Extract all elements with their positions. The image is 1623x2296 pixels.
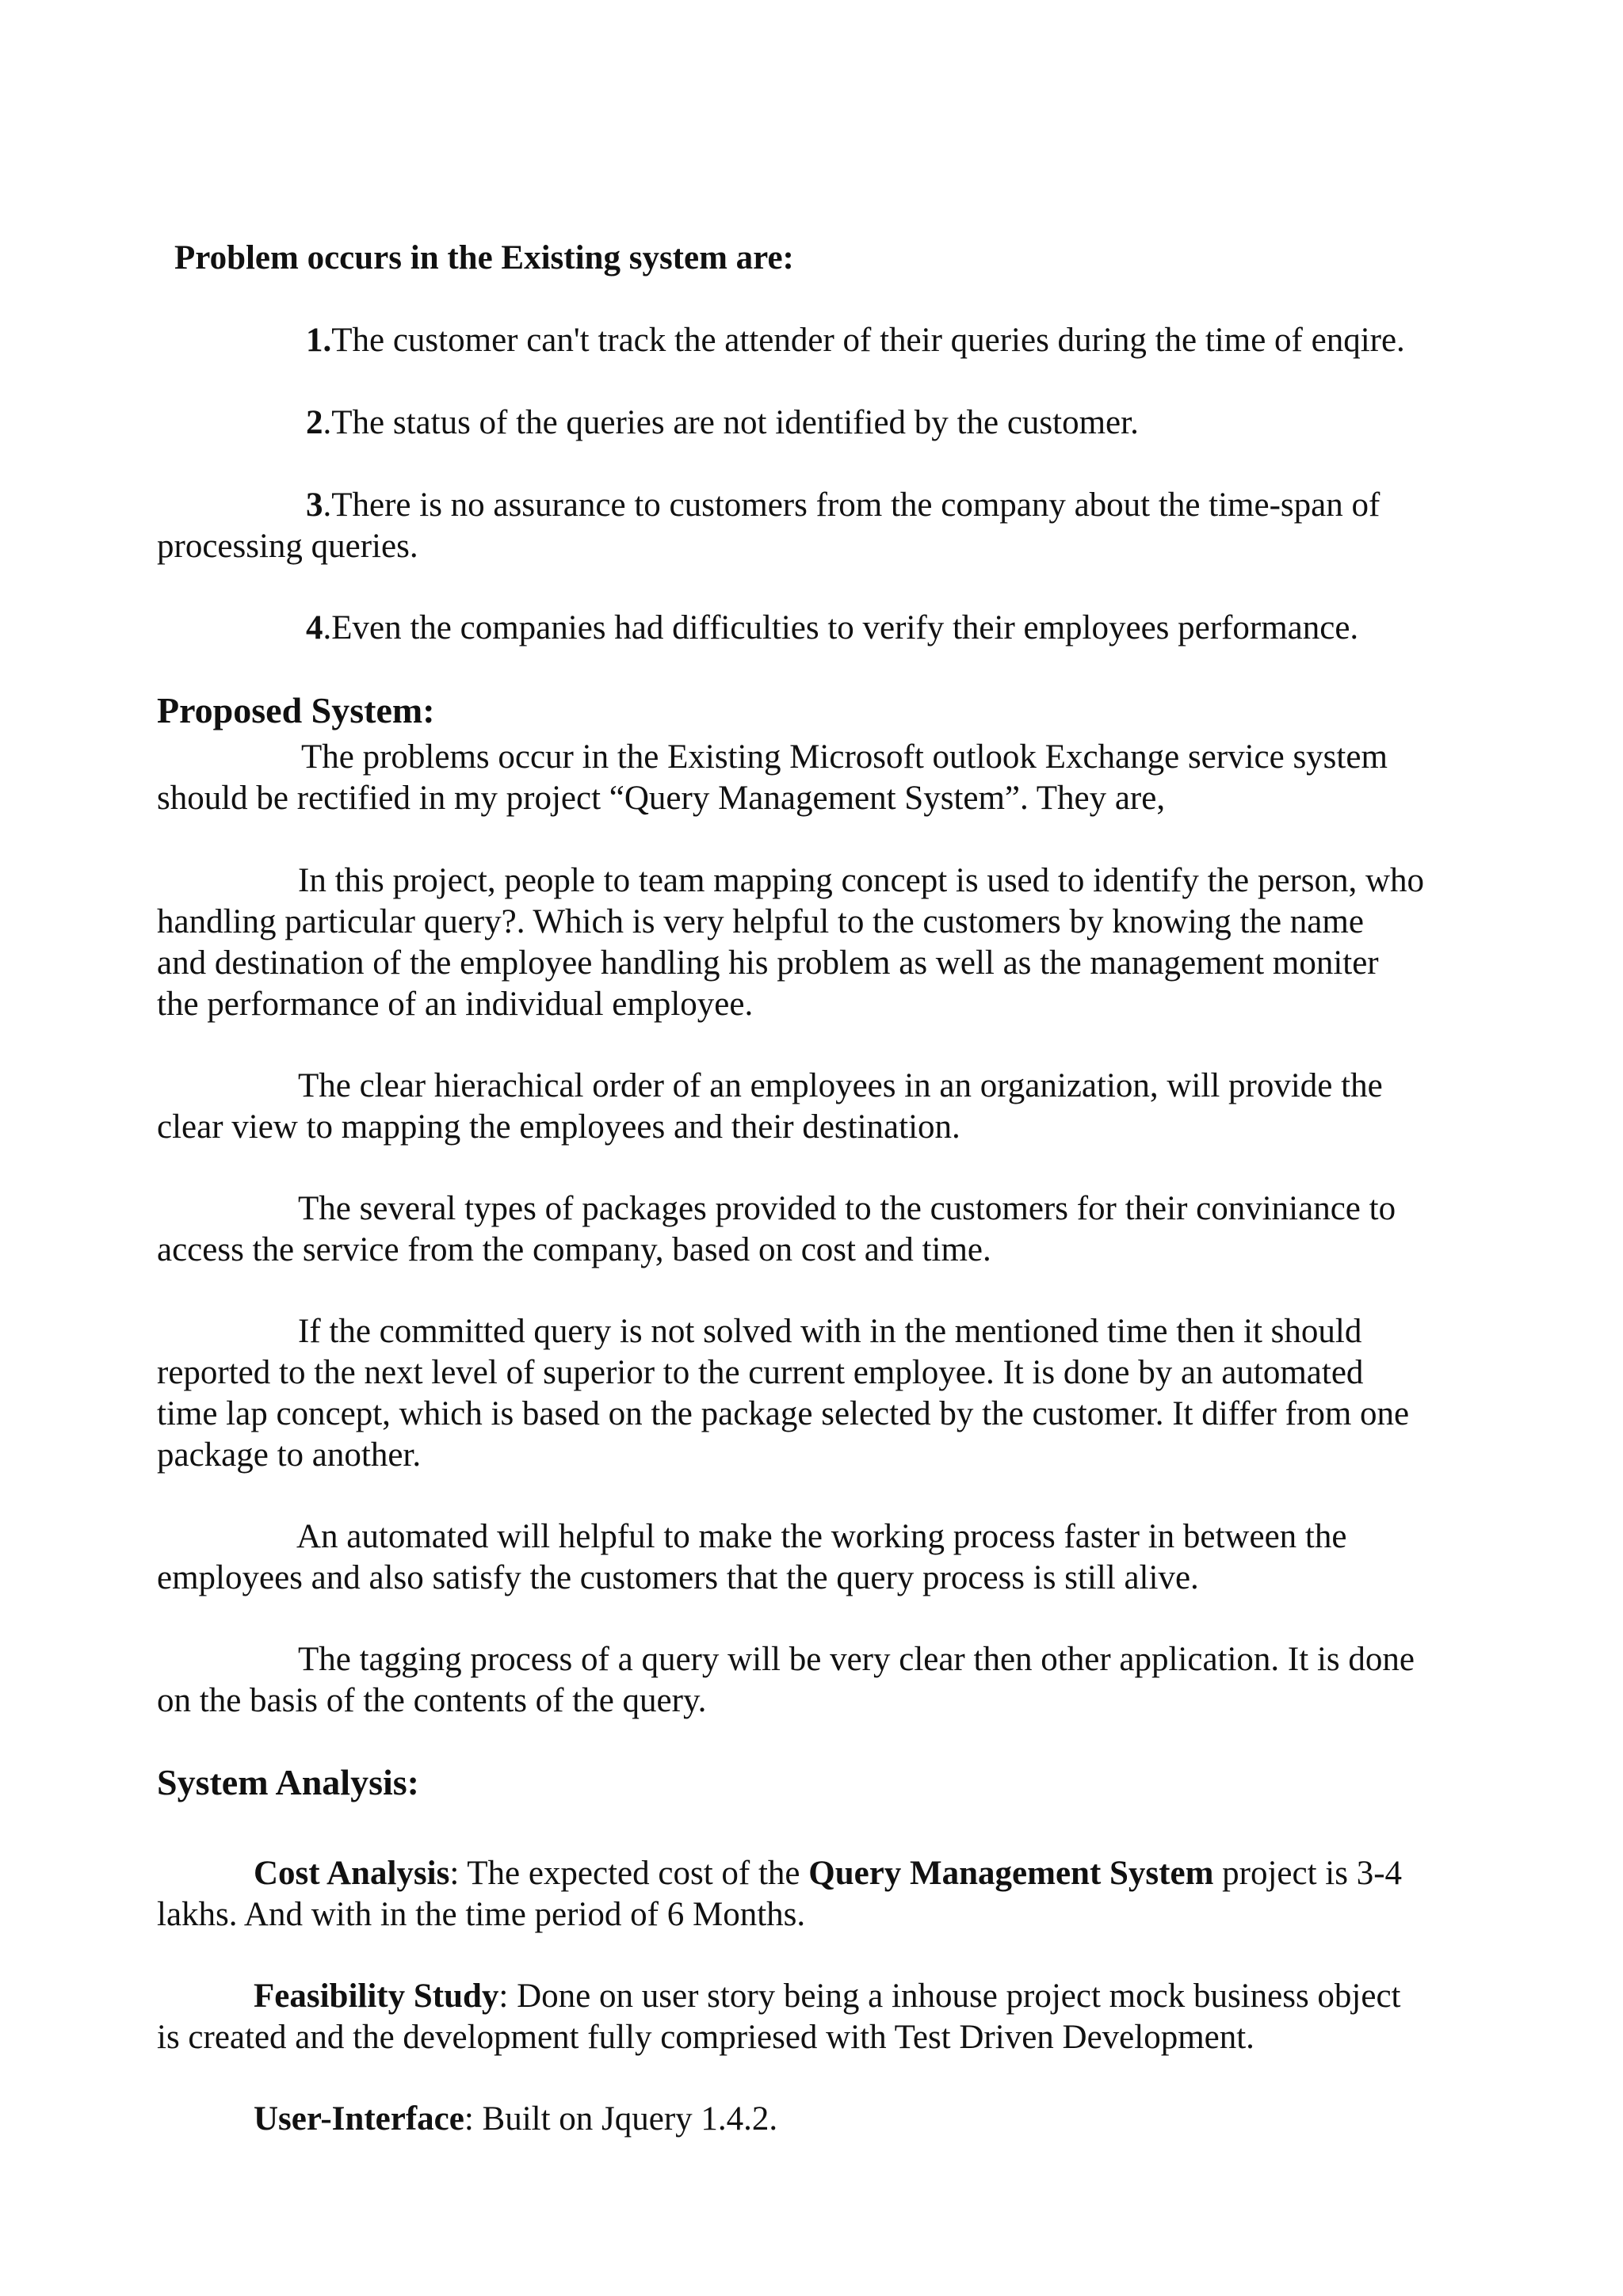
proposed-para-4-line-1: The several types of packages provided to the customers for their conviniance to bbox=[298, 1190, 1396, 1227]
proposed-para-1-line-2: should be rectified in my project “Query Management System”. They are, bbox=[157, 780, 1166, 817]
proposed-para-2-line-3: and destination of the employee handling his problem as well as the management moniter bbox=[157, 944, 1379, 982]
cost-analysis-text-a: : The expected cost of the bbox=[449, 1855, 809, 1892]
proposed-para-2-line-2: handling particular query?. Which is very helpful to the customers by knowing the name bbox=[157, 903, 1364, 940]
proposed-para-6-line-2: employees and also satisfy the customers that the query process is still alive. bbox=[157, 1559, 1199, 1596]
problem-number-1: 1. bbox=[306, 322, 332, 359]
problem-number-3: 3 bbox=[306, 486, 323, 524]
problem-text-1: The customer can't track the attender of their queries during the time of enqire. bbox=[331, 322, 1405, 359]
proposed-para-3-line-1: The clear hierachical order of an employees in an organization, will provide the bbox=[298, 1067, 1383, 1104]
cost-analysis-line-2: lakhs. And with in the time period of 6 Months. bbox=[157, 1896, 806, 1933]
proposed-para-3-line-2: clear view to mapping the employees and their destination. bbox=[157, 1108, 960, 1146]
user-interface-line bbox=[254, 2099, 777, 2140]
proposed-para-5-line-4: package to another. bbox=[157, 1436, 422, 1474]
existing-system-heading: Problem occurs in the Existing system are: bbox=[174, 239, 794, 277]
user-interface-label: User-Interface bbox=[254, 2100, 464, 2138]
proposed-para-5-line-2: reported to the next level of superior to the current employee. It is done by an automated bbox=[157, 1354, 1364, 1391]
problem-text-4: .Even the companies had difficulties to verify their employees performance. bbox=[323, 609, 1359, 646]
feasibility-study-line-2: is created and the development fully compriesed with Test Driven Development. bbox=[157, 2019, 1254, 2056]
problem-text-2: .The status of the queries are not identified by the customer. bbox=[323, 404, 1139, 441]
feasibility-study-label: Feasibility Study bbox=[254, 1978, 499, 2015]
problem-item-3 bbox=[306, 485, 1380, 526]
problem-item-1 bbox=[306, 320, 1405, 361]
proposed-para-4-line-2: access the service from the company, based on cost and time. bbox=[157, 1231, 991, 1268]
proposed-para-5-line-3: time lap concept, which is based on the package selected by the customer. It differ from one bbox=[157, 1395, 1410, 1432]
problem-item-4 bbox=[306, 608, 1358, 649]
problem-item-3-continued: processing queries. bbox=[157, 528, 418, 565]
system-analysis-heading: System Analysis: bbox=[157, 1762, 419, 1802]
proposed-para-2-line-4: the performance of an individual employee. bbox=[157, 986, 754, 1023]
problem-number-2: 2 bbox=[306, 404, 323, 441]
proposed-para-1-line-1: The problems occur in the Existing Microsoft outlook Exchange service system bbox=[301, 738, 1388, 776]
proposed-para-2-line-1: In this project, people to team mapping concept is used to identify the person, who bbox=[298, 862, 1425, 899]
feasibility-study-text: : Done on user story being a inhouse project mock business object bbox=[498, 1978, 1401, 2015]
feasibility-study-line-1 bbox=[254, 1976, 1401, 2017]
cost-analysis-label: Cost Analysis bbox=[254, 1855, 450, 1892]
proposed-para-7-line-2: on the basis of the contents of the query. bbox=[157, 1682, 707, 1719]
proposed-para-5-line-1: If the committed query is not solved with in the mentioned time then it should bbox=[298, 1313, 1362, 1350]
problem-item-2 bbox=[306, 402, 1139, 444]
problem-text-3a: .There is no assurance to customers from the company about the time-span of bbox=[323, 486, 1381, 524]
proposed-system-heading: Proposed System: bbox=[157, 690, 435, 730]
proposed-para-7-line-1: The tagging process of a query will be very clear then other application. It is done bbox=[298, 1641, 1415, 1678]
cost-analysis-text-b: project is 3-4 bbox=[1213, 1855, 1403, 1892]
user-interface-text: : Built on Jquery 1.4.2. bbox=[464, 2100, 778, 2138]
cost-analysis-line-1 bbox=[254, 1853, 1402, 1894]
cost-analysis-project-name: Query Management System bbox=[808, 1855, 1214, 1892]
proposed-para-6-line-1: An automated will helpful to make the working process faster in between the bbox=[296, 1518, 1347, 1555]
problem-number-4: 4 bbox=[306, 609, 323, 646]
